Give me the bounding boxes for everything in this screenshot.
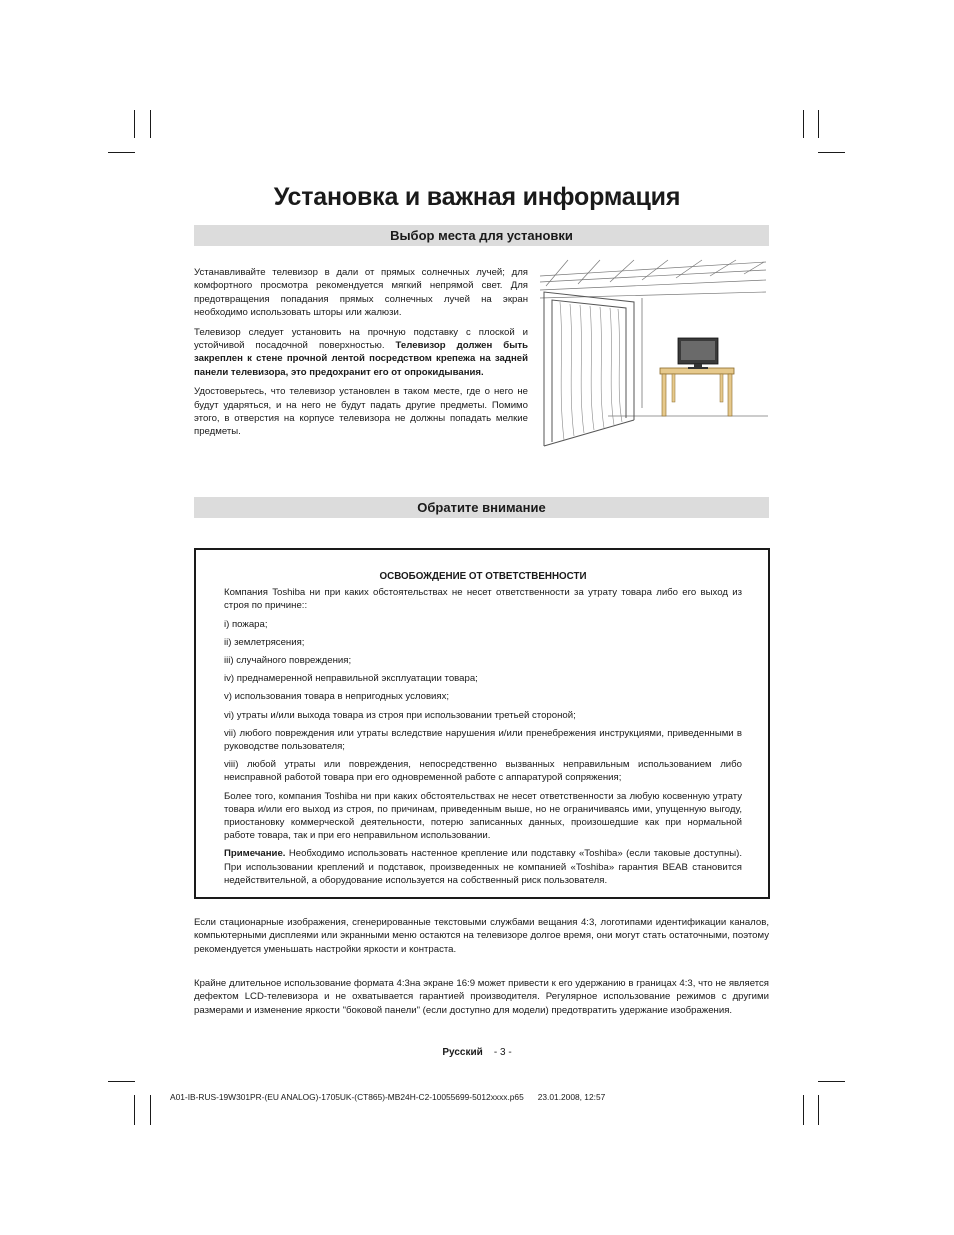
paragraph [194, 326, 528, 380]
file-name: A01-IB-RUS-19W301PR-(EU ANALOG)-1705UK-(CT865)-MB24H-C2-10055699-5012xxxx.p65 [170, 1092, 524, 1102]
file-info [170, 1092, 605, 1102]
tv-icon [678, 338, 718, 369]
crop-mark [818, 152, 845, 153]
paragraph-text: Телевизор следует установить на прочную подставку с плоской и устойчивой посадочной поверхностью. [194, 326, 528, 352]
list-item: i) пожара; [224, 618, 268, 630]
crop-mark [818, 1095, 819, 1125]
placement-text [194, 266, 528, 445]
list-item: vii) любого повреждения или утраты вследствие нарушения и/или пренебрежения инструкциями, приведенными в руководстве пользователя; [224, 727, 742, 753]
list-item: ii) землетрясения; [224, 636, 305, 648]
file-datetime: 23.01.2008, 12:57 [537, 1092, 606, 1102]
list-item: iii) случайного повреждения; [224, 655, 352, 667]
crop-mark [803, 1095, 804, 1125]
crop-mark [818, 1081, 845, 1082]
list-item: vi) утраты и/или выхода товара из строя при использовании третьей стороной; [224, 709, 576, 721]
crop-mark [108, 1081, 135, 1082]
crop-mark [818, 110, 819, 138]
section-heading-notice: Обратите внимание [194, 497, 769, 518]
list-item: iv) преднамеренной неправильной эксплуатации товара; [224, 673, 478, 685]
page-number: - 3 - [493, 1047, 512, 1058]
list-item: v) использования товара в непригодных условиях; [224, 691, 450, 703]
crop-mark [150, 1095, 151, 1125]
disclaimer-content [224, 570, 742, 892]
page-title: Установка и важная информация [273, 183, 681, 211]
paragraph: Удостоверьтесь, что телевизор установлен в таком месте, где о него не будут ударяться, и на него не будут падать другие предметы. Помимо этого, в отверстия на корпусе телевизора не должны попадать мелкие предметы. [194, 386, 528, 438]
section-heading-placement: Выбор места для установки [194, 225, 769, 246]
disclaimer-more: Более того, компания Toshiba ни при каких обстоятельствах не несет ответственности за любую косвенную утрату товара и/или его выход из строя, по причинам, приведенным выше, но не ограничиваясь ими, упущенную выгоду, приостановку коммерческой деятельности, потерю записанных данных, произошедшие как при нормальной работе товара, так и при его неправильном использовании. [224, 790, 742, 842]
crop-mark [150, 110, 151, 138]
note-label: Примечание. [224, 848, 286, 860]
note-text: Необходимо использовать настенное крепление или подставку «Toshiba» (если таковые доступны). При использовании креплений и подставок, произведенных не компанией «Toshiba» гарантия BEAB становится недействительной, а оборудование используется на собственный риск пользователя. [224, 848, 742, 886]
paragraph-warning: Телевизор должен быть закреплен к стене прочной лентой посредством крепежа на задней панели телевизора, это предохранит его от опрокидывания. [194, 340, 528, 378]
paragraph: Устанавливайте телевизор в дали от прямых солнечных лучей; для комфортного просмотра рекомендуется мягкий непрямой свет. Для предотвращения попадания прямых солнечных лучей на экран необходимо использовать шторы или жалюзи. [194, 267, 528, 319]
crop-mark [134, 110, 135, 138]
crop-mark [134, 1095, 135, 1125]
list-item: viii) любой утраты или повреждения, непосредственно вызванных неправильным использованием либо неисправной работой товара при его одновременной работе с аппаратурой сопряжения; [224, 759, 742, 784]
format-warning: Крайне длительное использование формата 4:3на экране 16:9 может привести к его удержанию в границах 4:3, что не является дефектом LCD-телевизора и не охватывается гарантией производителя. Регулярное использование режимов с другими размерами и изменение яркости "боковой панели" (если доступно для модели) предотвратить удержание изображения. [194, 978, 769, 1016]
crop-mark [108, 152, 135, 153]
footer-language: Русский [442, 1047, 483, 1058]
still-image-warning: Если стационарные изображения, сгенерированные текстовыми службами вещания 4:3, логотипами идентификации каналов, компьютерными дисплеями или экранными меню остаются на телевизоре долгое время, они могут стать остаточными, поэтому рекомендуется уменьшать настройки яркости и контраста. [194, 917, 769, 955]
disclaimer-box [194, 548, 770, 899]
crop-mark [803, 110, 804, 138]
page-footer [0, 1047, 954, 1058]
room-illustration [538, 258, 770, 450]
disclaimer-heading: ОСВОБОЖДЕНИЕ ОТ ОТВЕТСТВЕННОСТИ [379, 571, 587, 582]
disclaimer-note [224, 847, 742, 887]
disclaimer-intro: Компания Toshiba ни при каких обстоятельствах не несет ответственности за утрату товара либо его выход из строя по причине:: [224, 587, 742, 612]
